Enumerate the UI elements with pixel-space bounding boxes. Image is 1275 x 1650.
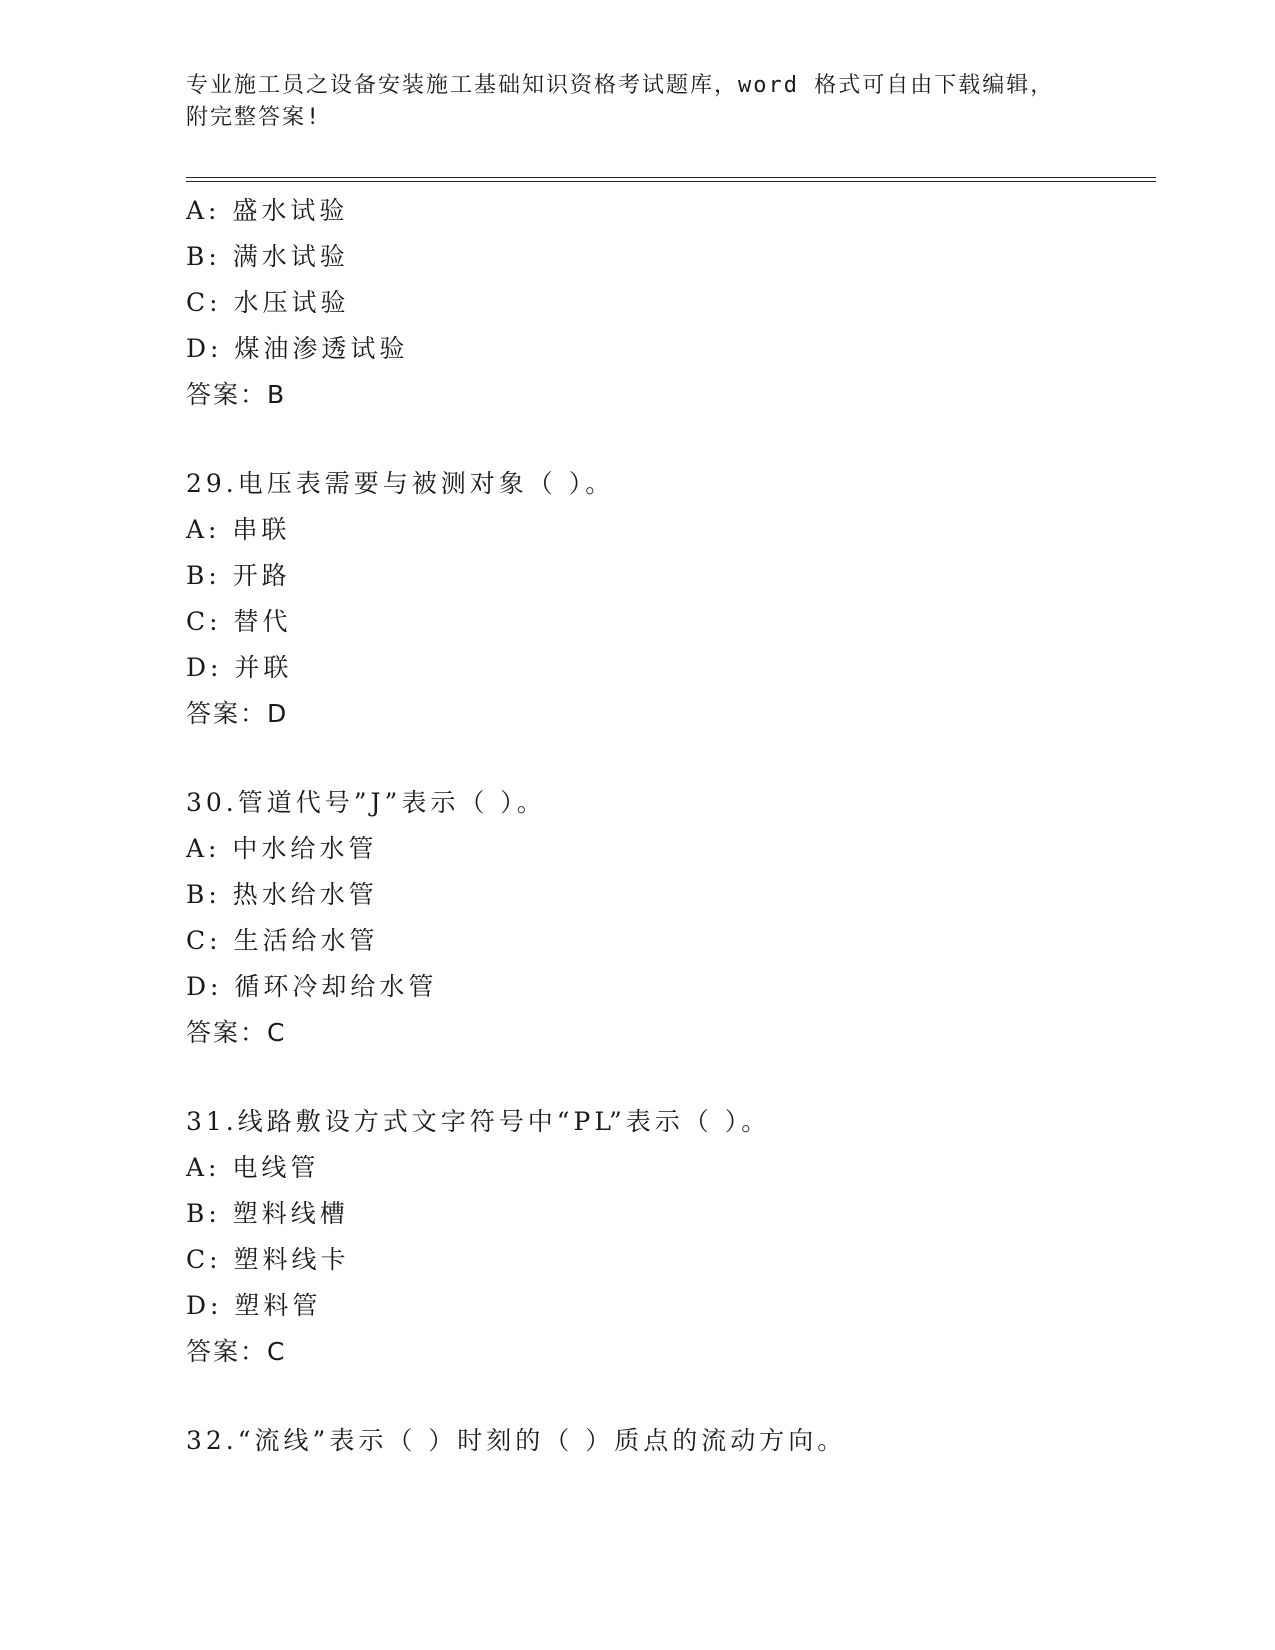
option-c: C: 生活给水管	[186, 926, 379, 955]
option-a: A: 盛水试验	[186, 196, 349, 225]
question-block-30	[186, 780, 1156, 1056]
option-d: D: 并联	[186, 653, 293, 682]
answer-line: 答案：C	[186, 1018, 287, 1047]
question-text: 30.管道代号”J”表示（ ）。	[186, 788, 546, 817]
header-line-2: 附完整答案!	[186, 105, 322, 130]
option-a: A: 串联	[186, 515, 291, 544]
question-text: 31.线路敷设方式文字符号中“PL”表示（ ）。	[186, 1107, 771, 1136]
header-double-rule	[186, 177, 1156, 182]
option-b: B: 热水给水管	[186, 880, 378, 909]
option-d: D: 循环冷却给水管	[186, 972, 438, 1001]
question-block-29	[186, 461, 1156, 737]
question-block-28	[186, 188, 1156, 418]
question-list	[186, 188, 1156, 1464]
option-b: B: 开路	[186, 561, 291, 590]
question-text: 29.电压表需要与被测对象（ ）。	[186, 469, 615, 498]
question-block-32	[186, 1418, 1156, 1464]
block-spacer	[186, 418, 1156, 461]
question-text: 32.“流线”表示（ ）时刻的（ ）质点的流动方向。	[186, 1426, 847, 1455]
answer-line: 答案：B	[186, 380, 287, 409]
block-spacer	[186, 737, 1156, 780]
option-d: D: 塑料管	[186, 1291, 322, 1320]
document-header	[186, 70, 1086, 134]
block-spacer	[186, 1375, 1156, 1418]
option-b: B: 塑料线槽	[186, 1199, 349, 1228]
option-c: C: 水压试验	[186, 288, 350, 317]
option-c: C: 替代	[186, 607, 292, 636]
question-block-31	[186, 1099, 1156, 1375]
answer-line: 答案：D	[186, 699, 289, 728]
option-b: B: 满水试验	[186, 242, 349, 271]
option-a: A: 中水给水管	[186, 834, 378, 863]
option-c: C: 塑料线卡	[186, 1245, 350, 1274]
header-line-1: 专业施工员之设备安装施工基础知识资格考试题库，word 格式可自由下载编辑，	[186, 73, 1055, 98]
answer-line: 答案：C	[186, 1337, 287, 1366]
option-d: D: 煤油渗透试验	[186, 334, 409, 363]
option-a: A: 电线管	[186, 1153, 320, 1182]
block-spacer	[186, 1056, 1156, 1099]
